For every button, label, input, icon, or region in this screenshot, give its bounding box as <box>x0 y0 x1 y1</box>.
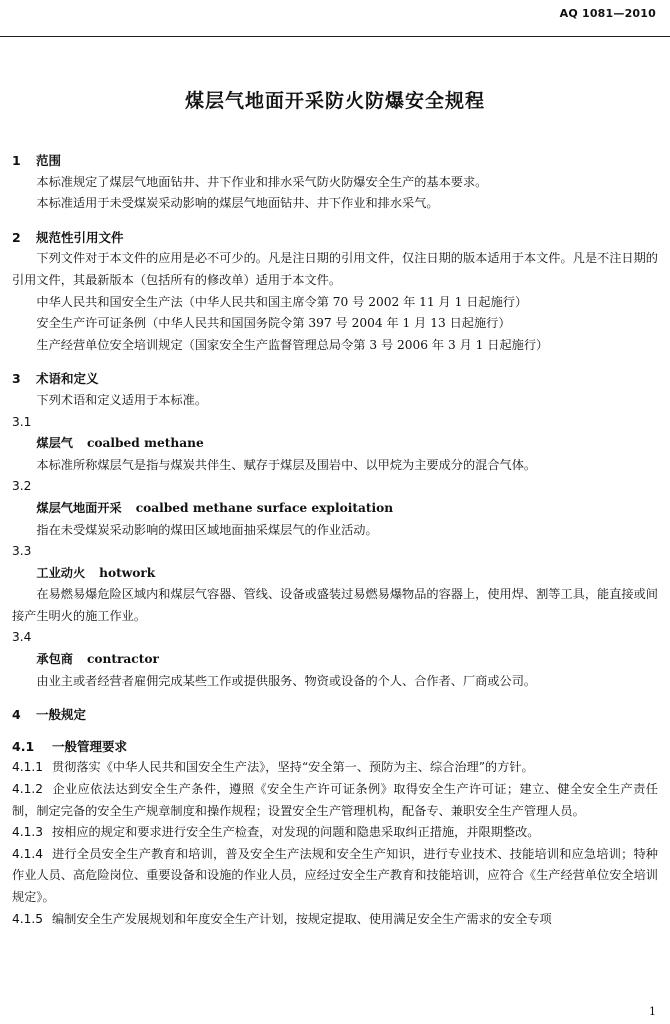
section-2-heading <box>12 227 658 249</box>
term-cn: 承包商 <box>36 652 73 667</box>
term-en: coalbed methane surface exploitation <box>135 500 394 515</box>
paragraph: 本标准适用于未受煤炭采动影响的煤层气地面钻井、井下作业和排水采气。 <box>36 196 439 211</box>
term-cn: 煤层气地面开采 <box>36 500 122 515</box>
section-number: 2 <box>12 229 21 245</box>
header-rule <box>0 36 670 37</box>
term-number: 3.1 <box>12 414 32 429</box>
clause-text: 贯彻落实《中华人民共和国安全生产法》，坚持“安全第一、预防为主、综合治理”的方针。 <box>52 760 534 775</box>
clause-number: 4.1.4 <box>12 846 44 861</box>
clause-text: 进行全员安全生产教育和培训，普及安全生产法规和安全生产知识，进行专业技术、技能培训和应急培训；特种作业人员、高危险岗位、重要设备和设施的作业人员，应经过安全生产教育和技能培训，应符合《生产经营单位安全培训规定》。 <box>12 846 658 904</box>
section-title: 一般规定 <box>36 707 87 723</box>
clause-number: 4.1.2 <box>12 782 44 797</box>
clause-item <box>12 909 658 931</box>
term-definition: 在易燃易爆危险区域内和煤层气容器、管线、设备或盛装过易燃易爆物品的容器上，使用焊、割等工具，能直接或间接产生明火的施工作业。 <box>12 587 658 623</box>
term-en: hotwork <box>99 565 156 580</box>
section-title: 术语和定义 <box>36 371 99 387</box>
reference-item: 中华人民共和国安全生产法（中华人民共和国主席令第 70 号 2002 年 11 月 1 日起施行） <box>36 294 528 309</box>
subsection-title: 一般管理要求 <box>52 738 128 754</box>
section-number: 4 <box>12 707 21 723</box>
paragraph: 下列文件对于本文件的应用是必不可少的。凡是注日期的引用文件，仅注日期的版本适用于本文件。凡是不注日期的引用文件，其最新版本（包括所有的修改单）适用于本文件。 <box>12 251 658 287</box>
section-1-heading <box>12 150 658 172</box>
clause-text: 编制安全生产发展规划和年度安全生产计划，按规定提取、使用满足安全生产需求的安全专项 <box>52 911 552 926</box>
standard-number: AQ 1081—2010 <box>559 7 656 20</box>
term-heading <box>12 649 658 671</box>
paragraph: 本标准规定了煤层气地面钻井、井下作业和排水采气防火防爆安全生产的基本要求。 <box>36 174 488 189</box>
term-en: contractor <box>86 652 159 667</box>
term-cn: 工业动火 <box>36 565 86 580</box>
term-en: coalbed methane <box>86 436 204 451</box>
clause-item <box>12 844 658 909</box>
term-cn: 煤层气 <box>36 436 73 451</box>
document-title: 煤层气地面开采防火防爆安全规程 <box>184 90 485 112</box>
section-3-heading <box>12 368 658 390</box>
section-4-heading <box>12 704 658 726</box>
subsection-4-1-heading <box>12 736 658 758</box>
page-number: 1 <box>649 1005 656 1018</box>
section-title: 规范性引用文件 <box>36 229 124 245</box>
term-definition: 本标准所称煤层气是指与煤炭共伴生、赋存于煤层及围岩中、以甲烷为主要成分的混合气体。 <box>36 457 537 472</box>
clause-number: 4.1.1 <box>12 760 44 775</box>
term-heading <box>12 433 658 455</box>
subsection-number: 4.1 <box>12 738 35 754</box>
paragraph: 下列术语和定义适用于本标准。 <box>36 392 208 407</box>
section-title: 范围 <box>36 153 62 168</box>
clause-number: 4.1.3 <box>12 825 44 840</box>
term-heading <box>12 563 658 585</box>
clause-item <box>12 822 658 844</box>
clause-item <box>12 779 658 822</box>
document-body <box>12 150 658 930</box>
section-number: 1 <box>12 153 21 168</box>
term-number: 3.2 <box>12 479 32 494</box>
term-definition: 指在未受煤炭采动影响的煤田区域地面抽采煤层气的作业活动。 <box>36 522 378 537</box>
reference-item: 生产经营单位安全培训规定（国家安全生产监督管理总局令第 3 号 2006 年 3 月 1 日起施行） <box>36 337 549 352</box>
term-number: 3.3 <box>12 544 32 559</box>
clause-text: 企业应依法达到安全生产条件，遵照《安全生产许可证条例》取得安全生产许可证；建立、健全安全生产责任制，制定完备的安全生产规章制度和操作规程；设置安全生产管理机构，配备专、兼职安全生产管理人员。 <box>12 782 658 818</box>
clause-item <box>12 757 658 779</box>
term-definition: 由业主或者经营者雇佣完成某些工作或提供服务、物资或设备的个人、合作者、厂商或公司。 <box>36 673 537 688</box>
section-number: 3 <box>12 371 21 387</box>
clause-number: 4.1.5 <box>12 911 44 926</box>
reference-item: 安全生产许可证条例（中华人民共和国国务院令第 397 号 2004 年 1 月 13 日起施行） <box>36 316 511 331</box>
term-number: 3.4 <box>12 630 32 645</box>
clause-text: 按相应的规定和要求进行安全生产检查，对发现的问题和隐患采取纠正措施，并限期整改。 <box>52 825 540 840</box>
term-heading <box>12 498 658 520</box>
